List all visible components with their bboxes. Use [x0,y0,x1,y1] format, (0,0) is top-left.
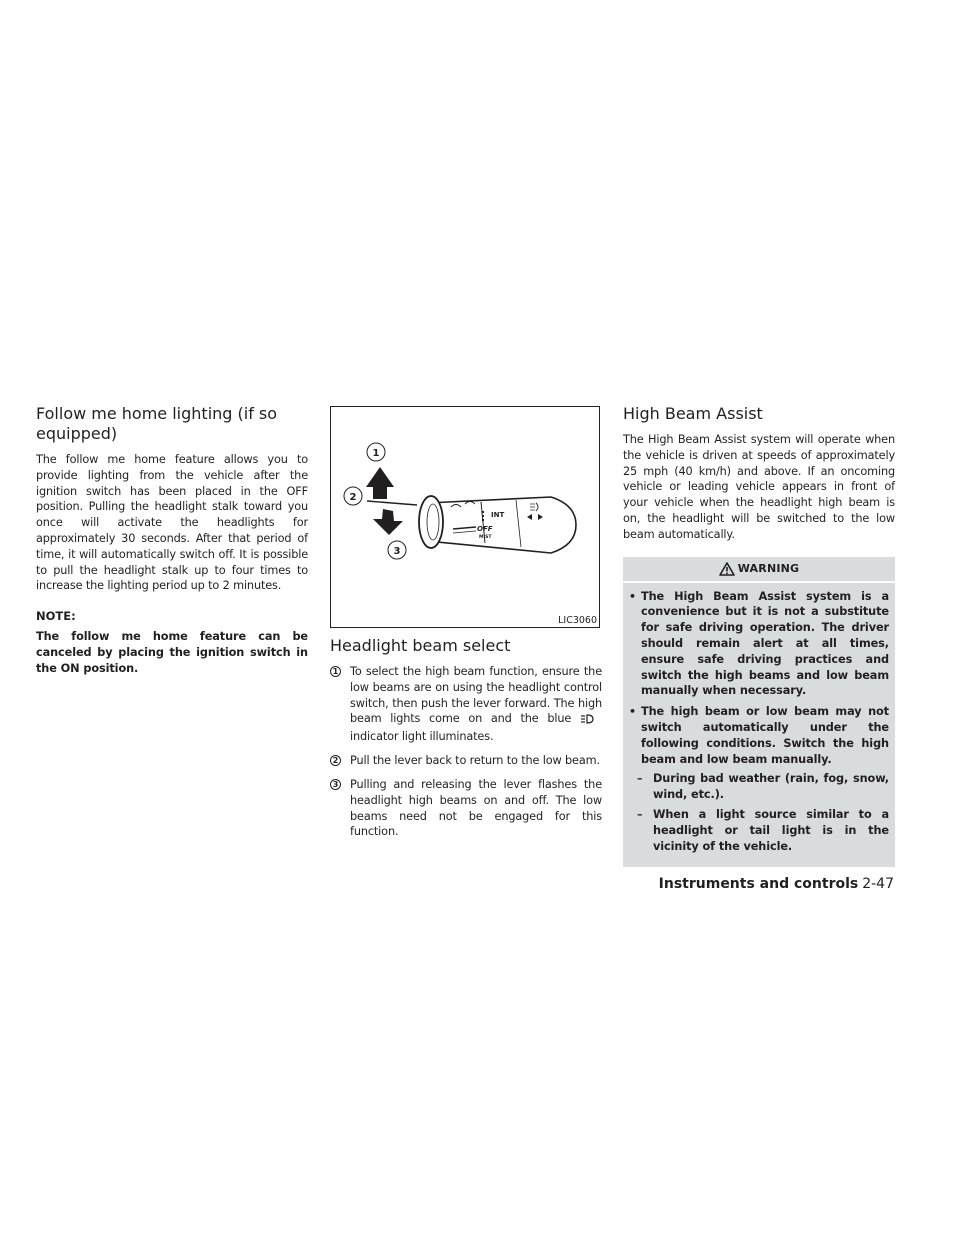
figure-label: LIC3060 [558,615,597,626]
step-3 [330,777,602,840]
step-text: Pull the lever back to return to the low beam. [350,753,600,767]
step-text: Pulling and releasing the lever flashes the headlight high beams on and off. The low beams need not be engaged for this function. [350,777,602,839]
callout-3: 3 [393,546,401,557]
step-number-badge: 2 [330,755,341,766]
column-follow-me-home [36,404,308,677]
headlight-stalk-figure [330,406,600,628]
warning-title: WARNING [737,562,800,576]
headlight-stalk-illustration [331,407,599,627]
warning-sub-bullet-text: During bad weather (rain, fog, snow, wind, etc.). [653,772,889,802]
page-footer [659,876,894,892]
note-heading: NOTE: [36,609,76,624]
step-text [350,664,602,745]
warning-bullet-text: The high beam or low beam may not switch automatically under the following conditions. Switch the high beam and low beam manually. [641,705,889,766]
heading-headlight-beam-select: Headlight beam select [330,636,511,655]
page-number: 2-47 [862,876,894,892]
warning-header [623,557,895,583]
warning-sub-bullet: – When a light source similar to a headlight or tail light is in the vicinity of the vehicle. [637,807,889,853]
stalk-label-off: OFF [477,525,493,533]
warning-bullet: • The high beam or low beam may not switch automatically under the following conditions. Switch the high beam and low beam manually. – During bad weather (rain, fog, snow, wind, etc.). – When a light source similar to a headlight or tail light is in the vicinity of the vehicle. [629,705,889,853]
stalk-label-int: INT [491,511,505,519]
heading-follow-me-home: Follow me home lighting (if so equipped) [36,404,278,443]
column-high-beam-assist [623,404,895,867]
column-headlight-beam [330,404,602,840]
callout-2: 2 [349,492,357,503]
step-1-text-a: To select the high beam function, ensure the low beams are on using the headlight control switch, then push the lever forward. The high beam lights come on and the blue [350,665,602,726]
step-number-badge: 3 [330,779,341,790]
heading-high-beam-assist: High Beam Assist [623,404,763,423]
warning-sub-bullet-text: When a light source similar to a headlight or tail light is in the vicinity of the vehicle. [653,807,889,853]
footer-section-title: Instruments and controls [658,876,859,892]
high-beam-assist-paragraph: The High Beam Assist system will operate when the vehicle is driven at speeds of approximately 25 mph (40 km/h) and above. If an oncoming vehicle or leading vehicle appears in front of your vehicle when the headlight high beam is on, the headlight will be switched to the low beam automatically. [623,433,895,541]
warning-sub-bullet: – During bad weather (rain, fog, snow, wind, etc.). [637,772,889,802]
step-2 [330,753,602,769]
step-1 [330,664,602,745]
step-number-badge: 1 [330,666,341,677]
note-text: The follow me home feature can be canceled by placing the ignition switch in the ON position. [36,630,308,675]
stalk-label-mist: MIST [479,535,492,540]
warning-triangle-icon [719,562,735,576]
step-1-text-b: indicator light illuminates. [350,730,494,744]
warning-bullet-text: The High Beam Assist system is a convenience but it is not a substitute for safe driving operation. The driver should remain alert at all times, ensure safe driving practices and switch the high beams and low beam manually when necessary. [641,589,889,698]
callout-1: 1 [372,448,380,459]
high-beam-indicator-icon [580,713,602,729]
follow-me-home-paragraph: The follow me home feature allows you to provide lighting from the vehicle after the ignition switch has been placed in the OFF position. Pulling the headlight stalk toward you once will activate the headlights for approximately 30 seconds. After that period of time, it will automatically switch off. It is possible to pull the headlight stalk up to four times to increase the lighting period up to 2 minutes. [36,453,308,593]
warning-box [623,557,895,868]
warning-bullet: • The High Beam Assist system is a convenience but it is not a substitute for safe driving operation. The driver should remain alert at all times, ensure safe driving practices and switch the high beams and low beam manually when necessary. [629,589,889,698]
